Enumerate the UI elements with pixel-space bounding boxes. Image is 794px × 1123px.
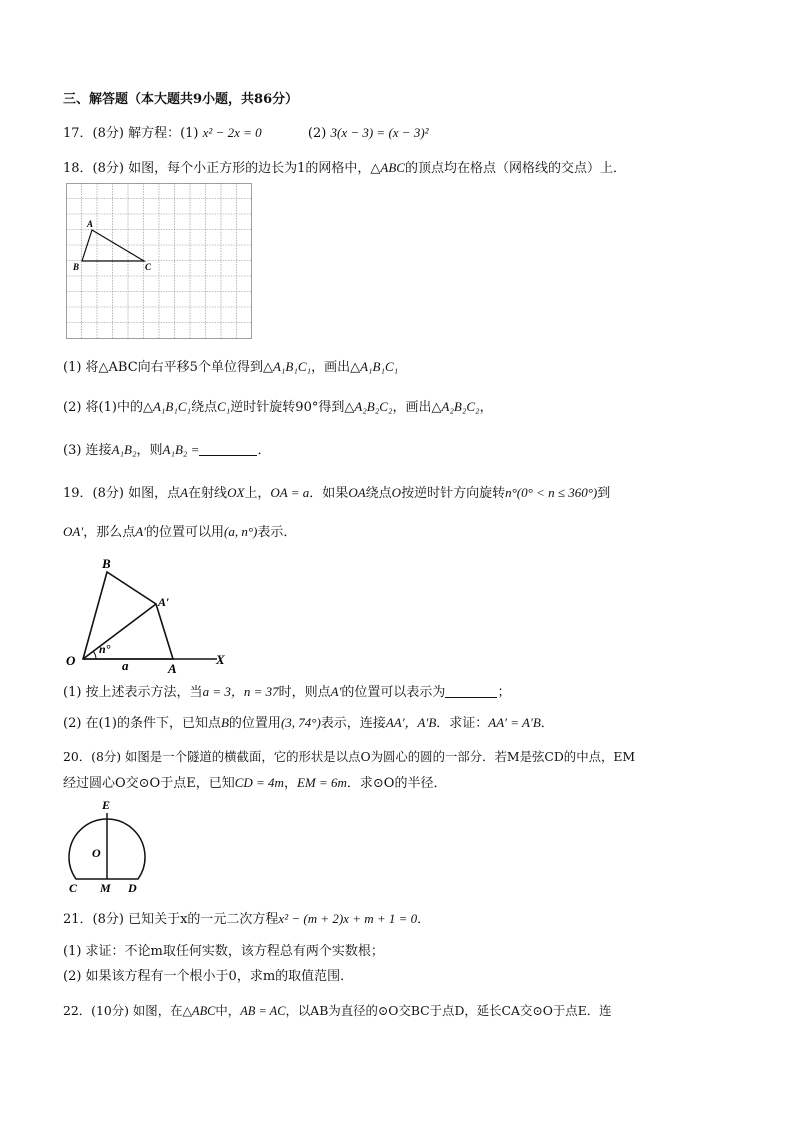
q19-p2-text-e: ． xyxy=(540,716,554,731)
q18-part-2 xyxy=(63,398,493,417)
q20-em-length: EM = 6m xyxy=(296,775,347,790)
q20-separator: ， xyxy=(283,776,297,791)
q19-oa-equation: OA = a xyxy=(270,485,310,500)
q19-segment-oa: OA xyxy=(348,485,366,500)
q19-answer-blank[interactable] xyxy=(445,685,497,698)
q19-angle-range: n°(0° < n ≤ 360°) xyxy=(505,485,598,500)
q17-part2-label: (2) xyxy=(307,126,327,141)
q18-p2-text-a: (2) 将(1)中的 xyxy=(63,400,143,415)
q21-part-2: (2) 如果该方程有一个根小于0，求m的取值范围． xyxy=(63,969,354,984)
q19-text-f: 按逆时针方向旋转 xyxy=(401,486,506,501)
q22-equation: AB = AC xyxy=(240,1004,286,1018)
question-22-line-1 xyxy=(63,1002,612,1020)
q18-p3-text-b: ，则 xyxy=(136,443,163,458)
q20-figure xyxy=(62,797,152,897)
q18-p3-equation: A₁B₂ = xyxy=(162,442,200,457)
question-19-line-2 xyxy=(63,523,296,542)
q19-text-h: ，那么点 xyxy=(83,525,136,540)
q19-p2-point: B xyxy=(220,715,229,730)
q18-label-c: C xyxy=(145,262,152,272)
q21-text-a: 21．(8分) 已知关于x的一元二次方程 xyxy=(63,912,279,927)
q19-p1-point: A′ xyxy=(330,684,342,699)
q20-label-m: M xyxy=(100,881,111,895)
q17-equation-1: x² − 2x = 0 xyxy=(202,125,262,140)
q18-p3-segment: A₁B₂ xyxy=(111,442,137,457)
q19-p2-text-b: 的位置用 xyxy=(228,716,281,731)
q19-ray: OX xyxy=(227,485,245,500)
q19-text-c: 上， xyxy=(244,486,271,501)
q19-p2-text-a: (2) 在(1)的条件下，已知点 xyxy=(63,716,221,731)
q18-p1-text-b: ，画出 xyxy=(311,360,351,375)
q18-p3-text-a: (3) 连接 xyxy=(63,443,112,458)
section-title: 三、解答题（本大题共9小题，共86分） xyxy=(63,92,299,107)
q19-label-n: n° xyxy=(99,642,111,656)
q18-p1-text-a: (1) 将△ABC向右平移5个单位得到 xyxy=(63,360,263,375)
q19-text-a: 19．(8分) 如图，点 xyxy=(63,486,181,501)
q19-text-d: ．如果 xyxy=(309,486,349,501)
q19-text-b: 在射线 xyxy=(188,486,228,501)
q18-p3-text-c: ． xyxy=(257,443,271,458)
q19-figure xyxy=(62,553,242,676)
q18-p1-triangle-1: △A₁B₁C₁ xyxy=(262,359,312,374)
q18-stem-text-b: 的顶点均在格点（网格线的交点）上． xyxy=(404,161,626,176)
question-20-line-1: 20．(8分) 如图是一个隧道的横截面，它的形状是以点O为圆心的圆的一部分．若M是弦CD的中点，EM xyxy=(63,749,636,764)
q19-point-a-prime: A′ xyxy=(135,524,146,539)
q19-label-o: O xyxy=(66,653,76,668)
q19-label-b: B xyxy=(102,556,111,571)
q19-p1-text-c: 的位置可以表示为 xyxy=(341,685,446,700)
q21-text-b: ． xyxy=(417,912,431,927)
q18-p2-triangle-1: △A₁B₁C₁ xyxy=(142,399,192,414)
q22-text-a: 22．(10分) 如图，在 xyxy=(63,1003,183,1018)
q18-label-b: B xyxy=(73,262,80,272)
q19-point-a: A xyxy=(180,485,189,500)
q19-p1-text-a: (1) 按上述表示方法，当 xyxy=(63,685,203,700)
q19-p1-condition: a = 3，n = 37 xyxy=(202,684,279,699)
q18-p2-text-e: ， xyxy=(479,400,493,415)
question-18-stem xyxy=(63,159,626,178)
question-20-line-2 xyxy=(63,774,446,793)
q20-label-e: E xyxy=(102,798,111,812)
q18-answer-blank[interactable] xyxy=(199,443,257,456)
q20-label-d: D xyxy=(128,881,137,895)
q19-p2-equation: AA′ = A′B xyxy=(488,715,541,730)
q18-p2-text-c: 逆时针旋转90°得到 xyxy=(230,400,345,415)
q19-segment-oa-prime: OA′ xyxy=(63,524,84,539)
q18-p1-triangle-2: △A₁B₁C₁ xyxy=(350,359,399,374)
q19-text-i: 的位置可以用 xyxy=(146,525,225,540)
q21-part-1: (1) 求证：不论m取任何实数，该方程总有两个实数根； xyxy=(63,944,384,959)
q17-prefix: 17．(8分) 解方程：(1) xyxy=(63,126,199,141)
q21-equation: x² − (m + 2)x + m + 1 = 0 xyxy=(278,911,418,926)
q20-label-c: C xyxy=(69,881,78,895)
question-21-stem xyxy=(63,910,430,929)
q17-equation-2: 3(x − 3) = (x − 3)² xyxy=(330,125,429,140)
q18-p2-triangle-3: △A₂B₂C₂ xyxy=(431,399,480,414)
q18-label-a: A xyxy=(87,219,94,229)
q18-triangle-shape xyxy=(82,230,144,261)
q19-text-g: 到 xyxy=(597,486,611,501)
q18-grid-figure xyxy=(66,183,252,339)
q19-p2-text-d: ．求证： xyxy=(436,716,489,731)
q18-p2-point: C₁ xyxy=(217,399,231,414)
q19-text-j: 表示． xyxy=(257,525,297,540)
q19-label-a-length: a xyxy=(122,658,129,673)
question-19-line-1 xyxy=(63,484,610,503)
q19-text-e: 绕点 xyxy=(365,486,392,501)
q22-text-b: 中， xyxy=(215,1003,241,1018)
q19-p1-text-d: ； xyxy=(497,685,511,700)
q19-label-a: A xyxy=(168,661,177,676)
q19-point-o: O xyxy=(391,485,402,500)
q20-label-o: O xyxy=(92,846,101,860)
q18-p2-text-b: 绕点 xyxy=(191,400,218,415)
q22-text-c: ，以AB为直径的⊙O交BC于点D，延长CA交⊙O于点E．连 xyxy=(285,1003,612,1018)
q18-triangle-abc: △ABC xyxy=(370,160,405,175)
q18-p2-text-d: ，画出 xyxy=(392,400,432,415)
q19-coordinate-pair: (a, n°) xyxy=(224,524,258,539)
q19-p2-pair: (3, 74°) xyxy=(280,715,321,730)
q20-text-a: 经过圆心O交⊙O于点E，已知 xyxy=(63,776,235,791)
q18-part-1 xyxy=(63,358,398,377)
q19-p2-text-c: 表示，连接 xyxy=(320,716,386,731)
q19-p2-segments: AA′，A′B xyxy=(385,715,437,730)
q19-p1-text-b: 时，则点 xyxy=(278,685,331,700)
q18-stem-text-a: 18．(8分) 如图，每个小正方形的边长为1的网格中， xyxy=(63,161,371,176)
q19-part-1 xyxy=(63,683,510,702)
question-17 xyxy=(63,124,429,143)
q19-label-x: X xyxy=(216,652,225,667)
q22-triangle: △ABC xyxy=(182,1004,216,1018)
q19-part-2 xyxy=(63,714,554,733)
q19-label-a-prime: A′ xyxy=(158,595,170,609)
q20-cd-length: CD = 4m xyxy=(234,775,284,790)
q18-part-3 xyxy=(63,441,270,460)
q18-p2-triangle-2: △A₂B₂C₂ xyxy=(344,399,393,414)
q20-text-b: ．求⊙O的半径． xyxy=(346,776,447,791)
